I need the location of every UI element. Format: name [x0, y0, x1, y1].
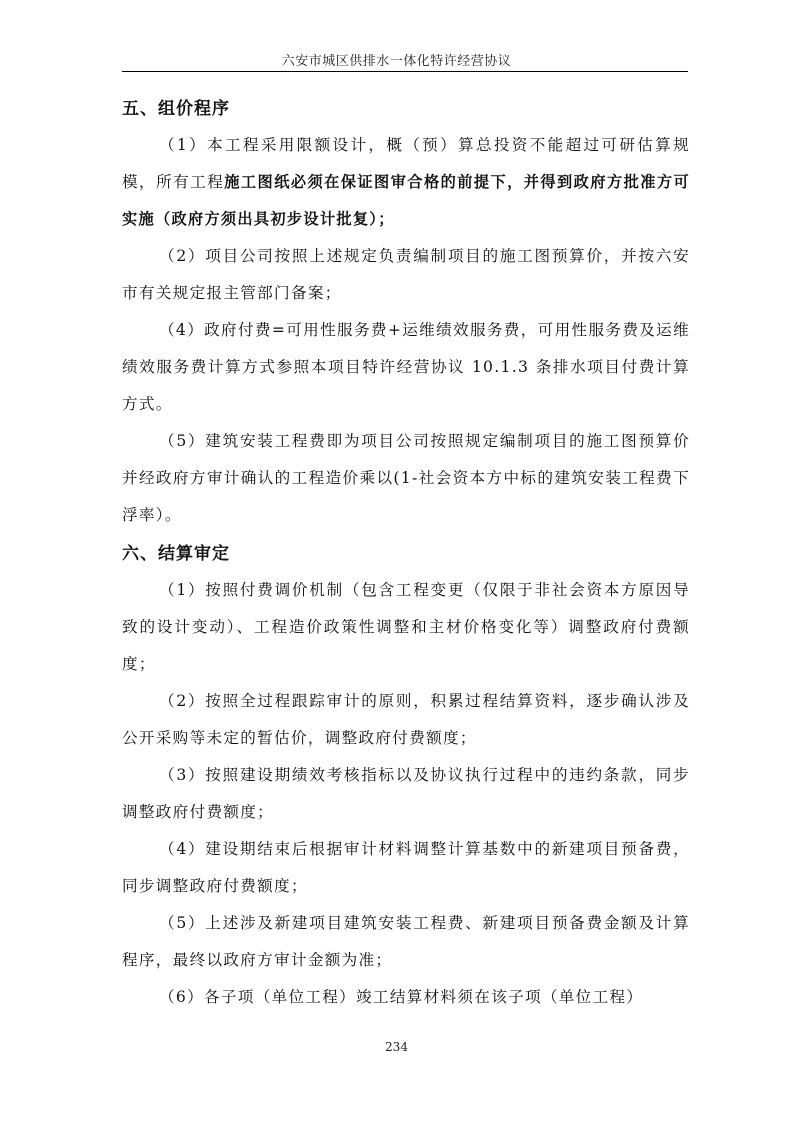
- header-rule: [122, 71, 688, 72]
- section-5-paragraph-3: （4）政府付费=可用性服务费+运维绩效服务费，可用性服务费及运维绩效服务费计算方式参照本项目特许经营协议 10.1.3 条排水项目付费计算方式。: [122, 321, 690, 413]
- section-5-paragraph-1-bold: 施工图纸必须在保证图审合格的前提下，并得到政府方批准方可实施（政府方须出具初步设计批复）: [122, 173, 690, 228]
- section-6-paragraph-1: （1）按照付费调价机制（包含工程变更（仅限于非社会资本方原因导致的设计变动）、工程造价政策性调整和主材价格变化等）调整政府付费额度；: [122, 581, 690, 673]
- section-5-paragraph-1: [122, 127, 690, 238]
- section-6-paragraph-6: （6）各子项（单位工程）竣工结算材料须在该子项（单位工程）: [159, 988, 644, 1006]
- section-6-heading: 六、结算审定: [122, 544, 230, 564]
- section-5-paragraph-1-end: ；: [378, 210, 395, 228]
- section-6-paragraph-3: （3）按照建设期绩效考核指标以及协议执行过程中的违约条款，同步调整政府付费额度；: [122, 766, 690, 821]
- page-number: 234: [385, 1040, 408, 1054]
- section-5-paragraph-4: （5）建筑安装工程费即为项目公司按照规定编制项目的施工图预算价并经政府方审计确认的工程造价乘以(1-社会资本方中标的建筑安装工程费下浮率）。: [122, 432, 690, 524]
- section-5-paragraph-1-text: （1）本工程采用限额设计，概（预）算总投资不能超过可研估算规模，所有工程: [122, 136, 690, 191]
- page-header: 六安市城区供排水一体化特许经营协议: [281, 54, 512, 69]
- section-6-paragraph-4: （4）建设期结束后根据审计材料调整计算基数中的新建项目预备费，同步调整政府付费额度；: [122, 840, 690, 895]
- section-6-paragraph-2: （2）按照全过程跟踪审计的原则，积累过程结算资料，逐步确认涉及公开采购等未定的暂估价，调整政府付费额度；: [122, 692, 690, 747]
- section-5-paragraph-2: （2）项目公司按照上述规定负责编制项目的施工图预算价，并按六安市有关规定报主管部门备案；: [122, 247, 690, 302]
- page-content: [122, 91, 690, 1016]
- section-6-paragraph-5: （5）上述涉及新建项目建筑安装工程费、新建项目预备费金额及计算程序，最终以政府方审计金额为准；: [122, 914, 690, 969]
- section-5-heading: 五、组价程序: [122, 99, 230, 119]
